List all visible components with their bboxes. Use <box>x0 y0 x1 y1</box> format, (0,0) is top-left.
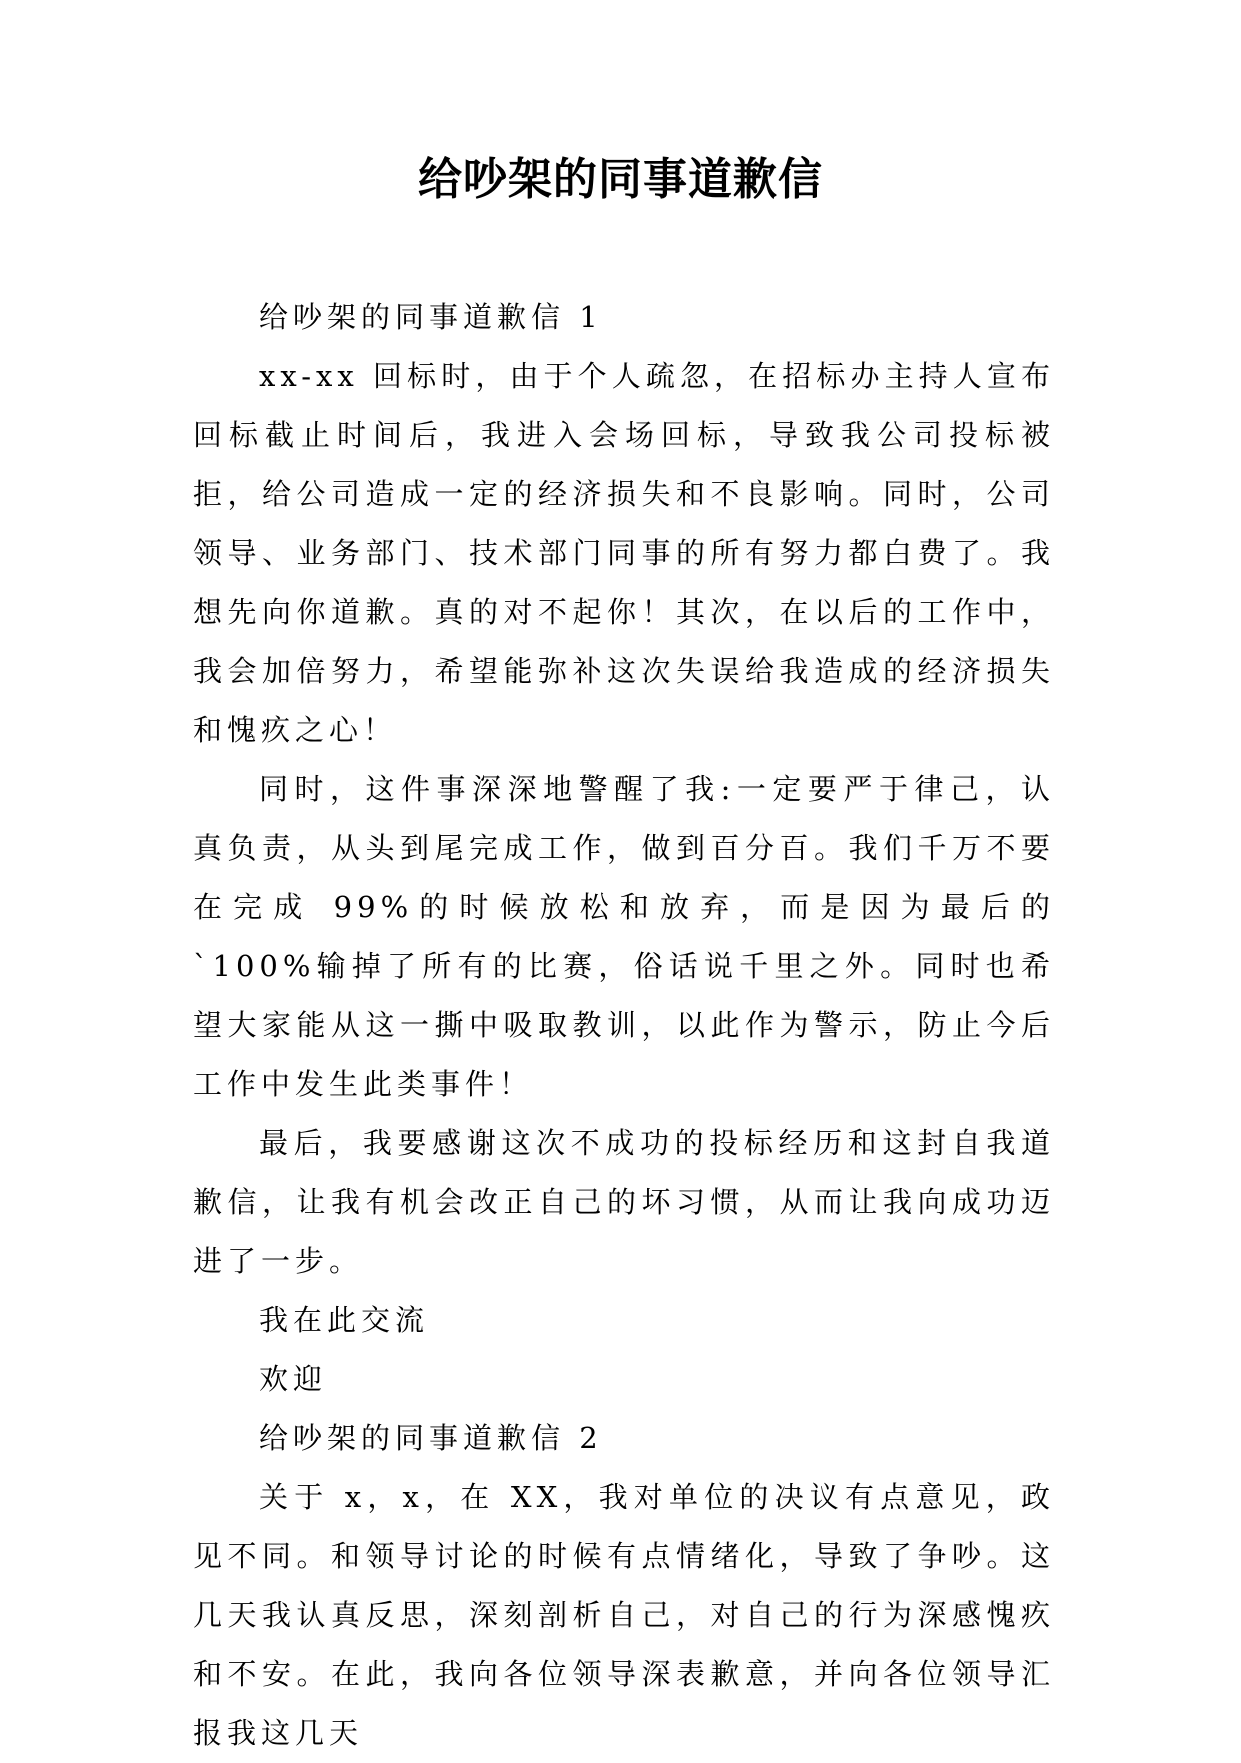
paragraph: 关于 x，x，在 XX，我对单位的决议有点意见，政见不同。和领导讨论的时候有点情绪化，导致了争吵。这几天我认真反思，深刻剖析自己，对自己的行为深感愧疚和不安。在此，我向各位领导深表歉意，并向各位领导汇报我这几天 <box>193 1480 1055 1750</box>
paragraph: 最后，我要感谢这次不成功的投标经历和这封自我道歉信，让我有机会改正自己的坏习惯，从而让我向成功迈进了一步。 <box>193 1126 1055 1278</box>
section-heading-1: 给吵架的同事道歉信 1 <box>259 300 603 334</box>
document-title: 给吵架的同事道歉信 <box>418 154 823 205</box>
paragraph: 同时，这件事深深地警醒了我:一定要严于律己，认真负责，从头到尾完成工作，做到百分百。我们千万不要在完成 99%的时候放松和放弃，而是因为最后的`100%输掉了所有的比赛，俗话说千里之外。同时也希望大家能从这一撕中吸取教训，以此作为警示，防止今后工作中发生此类事件！ <box>193 772 1055 1101</box>
document-body <box>193 288 1055 1763</box>
paragraph: xx-xx 回标时，由于个人疏忽，在招标办主持人宣布回标截止时间后，我进入会场回标，导致我公司投标被拒，给公司造成一定的经济损失和不良影响。同时，公司领导、业务部门、技术部门同事的所有努力都白费了。我想先向你道歉。真的对不起你！其次，在以后的工作中，我会加倍努力，希望能弥补这次失误给我造成的经济损失和愧疚之心！ <box>193 359 1055 747</box>
paragraph: 欢迎 <box>259 1362 328 1396</box>
paragraph: 我在此交流 <box>259 1303 430 1337</box>
section-heading-2: 给吵架的同事道歉信 2 <box>259 1421 603 1455</box>
